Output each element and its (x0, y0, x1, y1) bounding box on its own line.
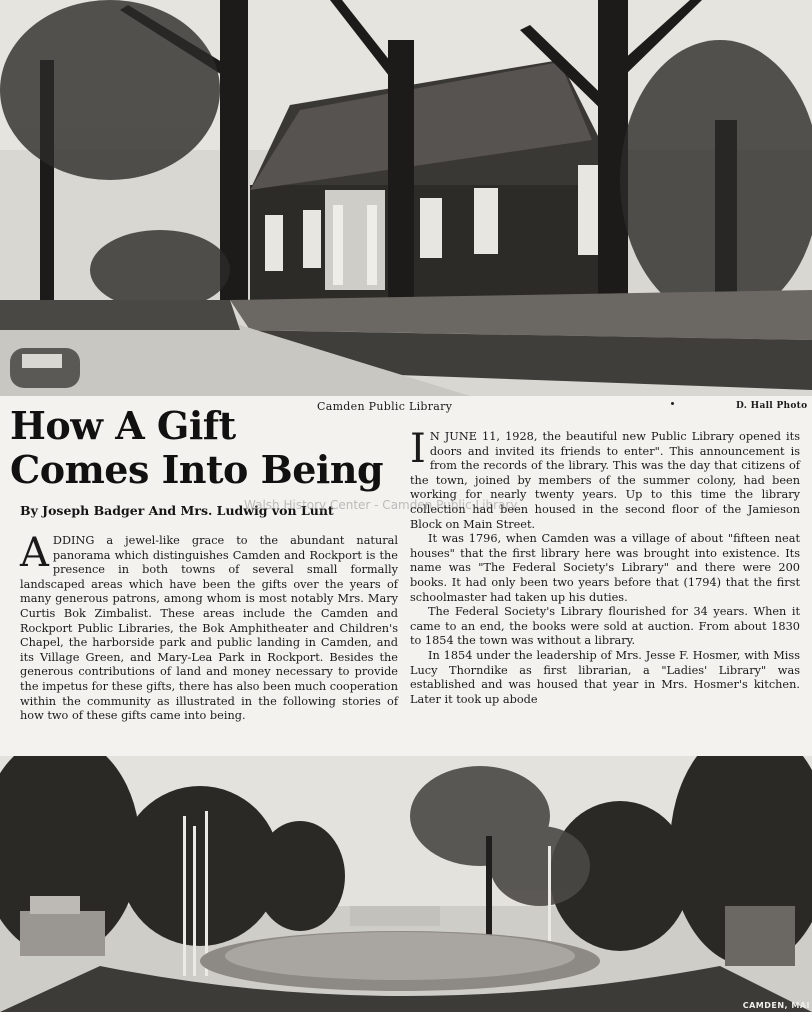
paragraph-1 (410, 426, 800, 532)
left-column (20, 530, 398, 724)
intro-paragraph (20, 530, 398, 724)
paragraph-2: It was 1796, when Camden was a village of about "fifteen neat houses" that the first library here was brought into existence. Its name was "The Federal Society's Library" and there were 200 books. It had only been two years before that (1794) that the first schoolmaster had taken up his duties. (410, 532, 800, 604)
intro-text: DDING a jewel-like grace to the abundant natural panorama which distinguishes Camden and Rockport is the presence in both towns of several small formally landscaped areas which have been the gifts over the years of many generous patrons, among whom is most notably Mrs. Mary Curtis Bok Zimbalist. These areas include the Camden and Rockport Public Libraries, the Bok Amphitheater and Children's Chapel, the harborside park and public landing in Camden, and its Village Green, and Mary-Lea Park in Rockport. Besides the generous contributions of land and money necessary to provide the impetus for these gifts, there has also been much cooperation within the community as illustrated in the following stories of how two of these gifts came into being. (20, 534, 398, 723)
paragraph-1-text: N JUNE 11, 1928, the beautiful new Public Library opened its doors and invited its friends to enter". This announcement is from the records of the library. This was the day that citizens of the town, joined by members of the summer colony, had been working for nearly twenty years. Up to this time the library collection had been housed in the second floor of the Jamieson Block on Main Street. (410, 430, 800, 531)
watermark: Walsh History Center - Camden Public Library (244, 498, 518, 512)
title-line-1: How A Gift (10, 403, 236, 448)
paragraph-3: The Federal Society's Library flourished for 34 years. When it came to an end, the books were sold at auction. From about 1830 to 1854 the town was without a library. (410, 605, 800, 648)
photo-corner-label: CAMDEN, MAI (742, 1001, 810, 1010)
photo-caption: Camden Public Library (317, 400, 453, 413)
article-title (10, 404, 390, 492)
title-line-2: Comes Into Being (10, 447, 384, 492)
library-photo (0, 0, 812, 396)
paragraph-4: In 1854 under the leadership of Mrs. Jesse F. Hosmer, with Miss Lucy Thorndike as first librarian, a "Ladies' Library" was established and was housed that year in Mrs. Hosmer's kitchen. Later it took up abode (410, 648, 800, 706)
right-column (410, 426, 800, 707)
printer-dot (671, 402, 674, 405)
drop-cap: A (20, 530, 49, 576)
photo-credit: D. Hall Photo (736, 401, 808, 411)
article-byline: By Joseph Badger And Mrs. Ludwig von Lunt (20, 503, 334, 518)
amphitheater-photo (0, 756, 812, 1012)
drop-cap: I (410, 426, 426, 472)
